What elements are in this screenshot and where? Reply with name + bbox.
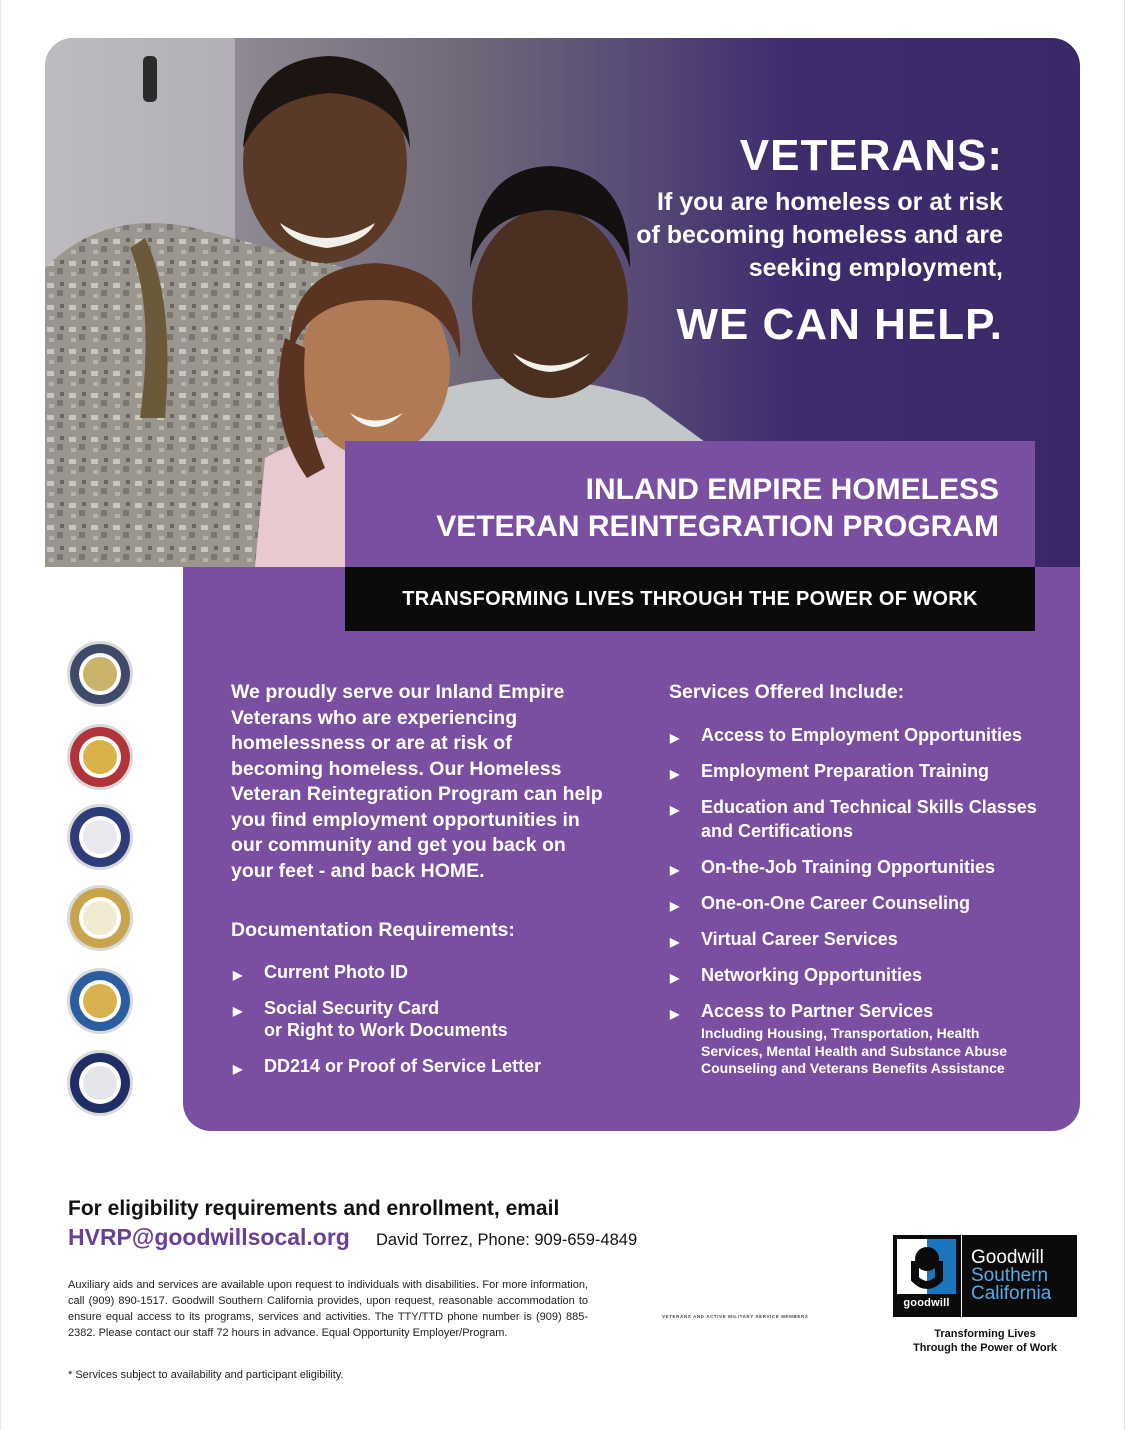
partner-detail-line: Counseling and Veterans Benefits Assistance xyxy=(701,1060,1005,1076)
goodwill-wordmark: goodwill xyxy=(903,1297,950,1309)
bullet-arrow-icon: ▶ xyxy=(233,1062,243,1076)
logo-tagline xyxy=(893,1327,1077,1355)
coast-guard-seal-icon xyxy=(66,967,134,1035)
email-link[interactable]: HVRP@goodwillsocal.org xyxy=(68,1224,350,1250)
service-item xyxy=(670,759,1050,783)
logo-divider xyxy=(961,1235,962,1317)
headline-we-can-help: WE CAN HELP. xyxy=(676,300,1003,349)
hero-headline-block xyxy=(543,130,1003,351)
partner-services-detail xyxy=(701,1025,1050,1078)
bullet-arrow-icon: ▶ xyxy=(670,1007,680,1021)
service-item xyxy=(670,891,1050,915)
bullet-arrow-icon: ▶ xyxy=(670,803,680,817)
documentation-item xyxy=(233,961,593,983)
goodwill-g-mark-icon xyxy=(897,1239,956,1294)
army-seal-icon xyxy=(66,884,134,952)
intro-line: homelessness or are at risk of xyxy=(231,732,512,754)
headline-veterans: VETERANS: xyxy=(739,131,1003,180)
goodwill-logo xyxy=(893,1235,1077,1317)
navy-seal-icon xyxy=(66,640,134,708)
goodwill-logo-text xyxy=(971,1249,1075,1303)
intro-line: We proudly serve our Inland Empire xyxy=(231,681,565,703)
documentation-item xyxy=(233,1055,593,1077)
intro-line: your feet - and back HOME. xyxy=(231,859,485,882)
documentation-item-line: Current Photo ID xyxy=(264,962,408,982)
documentation-item-line: DD214 or Proof of Service Letter xyxy=(264,1056,542,1076)
contact-phone: David Torrez, Phone: 909-659-4849 xyxy=(376,1231,638,1249)
partner-detail-line: Services, Mental Health and Substance Abuse xyxy=(701,1042,1008,1059)
service-item-line: Employment Preparation Training xyxy=(701,761,990,781)
documentation-item-line: or Right to Work Documents xyxy=(264,1020,508,1040)
bullet-arrow-icon: ▶ xyxy=(233,1004,243,1018)
services-list xyxy=(670,723,1050,1090)
service-item xyxy=(670,723,1050,747)
veteran-service-badge: VETERANS AND ACTIVE MILITARY SERVICE MEMBERS xyxy=(662,1314,809,1319)
marine-corps-seal-icon xyxy=(66,723,134,791)
documentation-item-line: Social Security Card xyxy=(264,998,440,1018)
bullet-arrow-icon: ▶ xyxy=(233,968,243,982)
service-item xyxy=(670,963,1050,987)
bullet-arrow-icon: ▶ xyxy=(670,767,680,781)
service-item-line: and Certifications xyxy=(701,821,854,841)
intro-line: Veteran Reintegration Program can help xyxy=(231,783,603,805)
intro-line: you find employment opportunities in xyxy=(231,808,580,831)
intro-line: becoming homeless. Our Homeless xyxy=(231,757,562,780)
service-item xyxy=(670,927,1050,951)
partner-detail-line: Including Housing, Transportation, Health xyxy=(701,1025,980,1041)
documentation-title: Documentation Requirements: xyxy=(231,919,515,941)
bullet-arrow-icon: ▶ xyxy=(670,935,680,949)
logo-text-california: California xyxy=(971,1283,1052,1304)
bullet-arrow-icon: ▶ xyxy=(670,971,680,985)
services-title: Services Offered Include: xyxy=(669,681,905,703)
service-item-line: Networking Opportunities xyxy=(701,965,923,985)
veterans-affairs-seal-icon xyxy=(66,1049,134,1117)
service-item-line: On-the-Job Training Opportunities xyxy=(701,857,995,877)
bullet-arrow-icon: ▶ xyxy=(670,899,680,913)
documentation-item xyxy=(233,997,593,1041)
services-note: * Services subject to availability and participant eligibility. xyxy=(68,1369,344,1381)
program-title-line: VETERAN REINTEGRATION PROGRAM xyxy=(436,510,999,543)
accessibility-fine-print: Auxiliary aids and services are available upon request to individuals with disabilities. For more information, call (909) 890-1517. Goodwill Southern California provides, upon request, reasonable accommodation to ensure equal access to its programs, services and activities. The TTY/TTD phone number is (909) 885-2382. Please contact our staff 72 hours in advance. Equal Opportunity Employer/Program. xyxy=(68,1279,588,1339)
intro-paragraph xyxy=(231,680,631,884)
service-item xyxy=(670,999,1050,1078)
documentation-list xyxy=(233,961,593,1091)
bullet-arrow-icon: ▶ xyxy=(670,731,680,745)
service-item-line: One-on-One Career Counseling xyxy=(701,893,971,913)
logo-text-goodwill: Goodwill xyxy=(971,1247,1044,1268)
bullet-arrow-icon: ▶ xyxy=(670,863,680,877)
service-item-line: Access to Partner Services xyxy=(701,1001,934,1021)
eligibility-text: For eligibility requirements and enrollment, email xyxy=(68,1197,560,1220)
service-item-line: Access to Employment Opportunities xyxy=(701,725,1023,745)
program-title-box xyxy=(345,441,1035,567)
service-item xyxy=(670,855,1050,879)
hero-lead-line: If you are homeless or at risk xyxy=(657,188,1003,216)
program-title-line: INLAND EMPIRE HOMELESS xyxy=(585,473,999,506)
intro-line: our community and get you back on xyxy=(231,834,566,856)
tagline-bar: TRANSFORMING LIVES THROUGH THE POWER OF WORK xyxy=(345,567,1035,631)
logo-tagline-line: Through the Power of Work xyxy=(912,1342,1057,1354)
hero-lead-line: seeking employment, xyxy=(748,254,1003,282)
service-item xyxy=(670,795,1050,843)
air-force-seal-icon xyxy=(66,803,134,871)
program-title xyxy=(359,471,999,545)
service-item-line: Education and Technical Skills Classes xyxy=(701,797,1037,817)
service-item-line: Virtual Career Services xyxy=(701,929,898,949)
logo-text-southern: Southern xyxy=(971,1265,1049,1286)
hero-lead-text xyxy=(543,186,1003,285)
goodwill-smile-icon xyxy=(897,1239,956,1294)
logo-tagline-line: Transforming Lives xyxy=(934,1328,1036,1340)
intro-line: Veterans who are experiencing xyxy=(231,706,518,729)
hero-lead-line: of becoming homeless and are xyxy=(636,221,1003,249)
